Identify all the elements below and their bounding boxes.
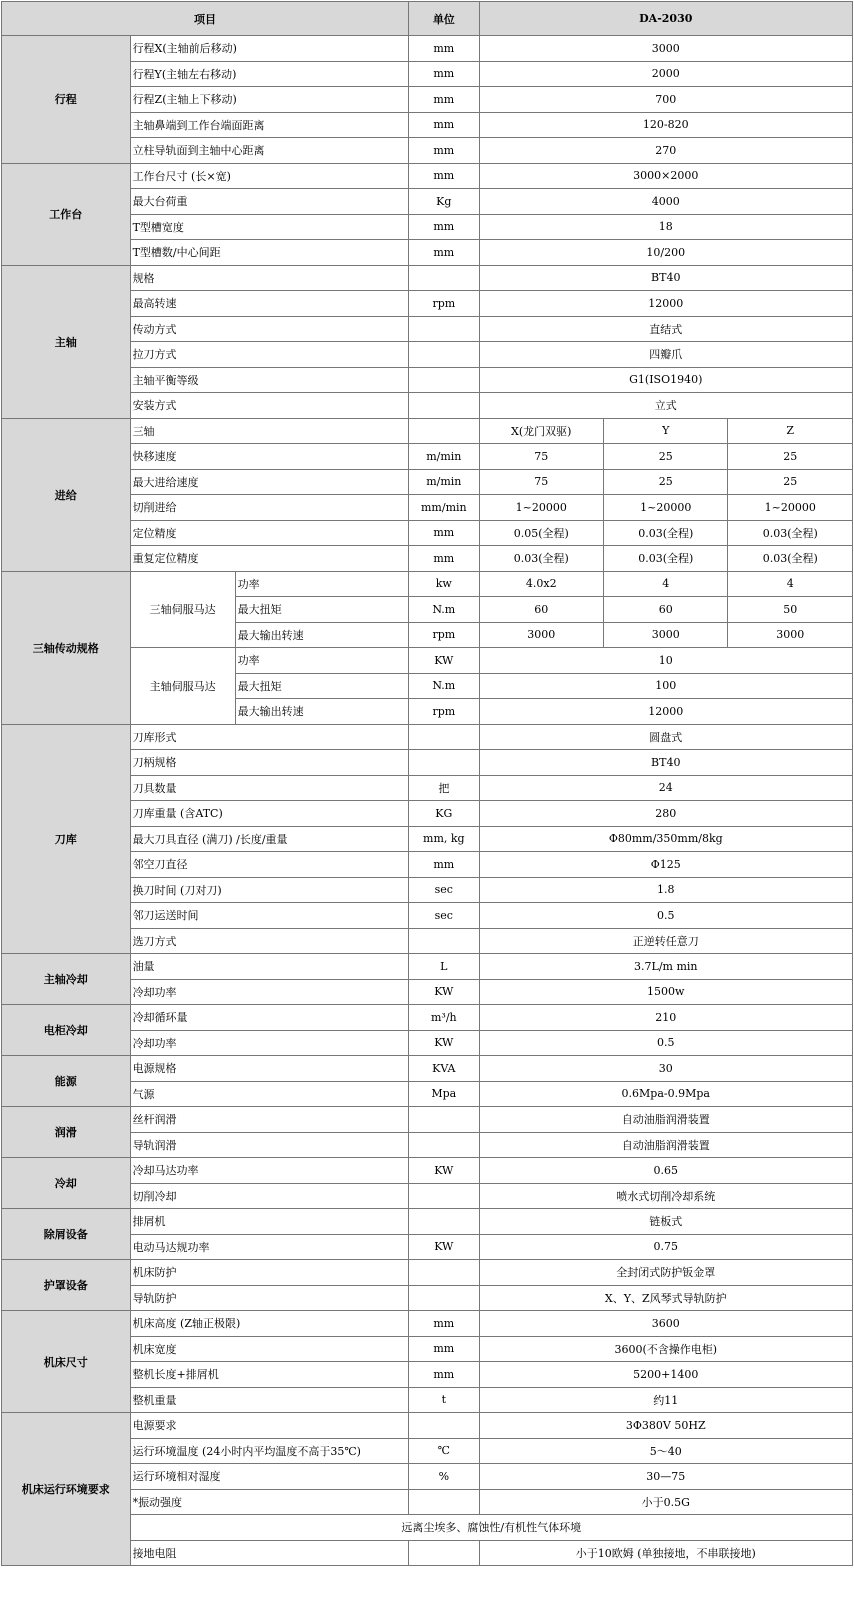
unit-cell: sec [409, 877, 479, 903]
item-label: 主轴平衡等级 [130, 367, 409, 393]
unit-cell: % [409, 1464, 479, 1490]
unit-cell [409, 393, 479, 419]
value-y-cell: 1~20000 [604, 495, 728, 521]
unit-cell: KW [409, 1030, 479, 1056]
value-cell: 立式 [479, 393, 852, 419]
value-cell: 280 [479, 801, 852, 827]
table-row [2, 1107, 853, 1133]
value-y-cell: 25 [604, 444, 728, 470]
value-cell: 210 [479, 1005, 852, 1031]
unit-cell: rpm [409, 699, 479, 725]
item-label: 快移速度 [130, 444, 409, 470]
value-x-cell: 0.03(全程) [479, 546, 603, 572]
item-label: 安装方式 [130, 393, 409, 419]
value-cell: Φ125 [479, 852, 852, 878]
value-cell: 喷水式切削冷却系统 [479, 1183, 852, 1209]
item-label: 最大扭矩 [235, 597, 408, 623]
header-row [2, 2, 853, 36]
value-cell: 4000 [479, 189, 852, 215]
table-row [2, 1056, 853, 1082]
value-cell: 3000×2000 [479, 163, 852, 189]
group-label-feed: 进给 [2, 418, 131, 571]
table-row [2, 648, 853, 674]
value-cell: BT40 [479, 265, 852, 291]
table-row [2, 1183, 853, 1209]
unit-cell: mm [409, 138, 479, 164]
value-y-cell: 0.03(全程) [604, 520, 728, 546]
unit-cell: ℃ [409, 1438, 479, 1464]
table-row [2, 1362, 853, 1388]
table-row [2, 1030, 853, 1056]
item-label: 接地电阻 [130, 1540, 409, 1566]
value-x-cell: 0.05(全程) [479, 520, 603, 546]
value-z-cell: 25 [728, 469, 853, 495]
value-cell: 3Φ380V 50HZ [479, 1413, 852, 1439]
value-cell: 10 [479, 648, 852, 674]
header-item: 项目 [2, 2, 409, 36]
table-row [2, 1209, 853, 1235]
table-row [2, 393, 853, 419]
unit-cell [409, 1183, 479, 1209]
table-row [2, 1158, 853, 1184]
unit-cell: N.m [409, 597, 479, 623]
unit-cell: KW [409, 1234, 479, 1260]
table-row [2, 520, 853, 546]
unit-cell: mm [409, 61, 479, 87]
table-row [2, 1438, 853, 1464]
value-z-cell: 0.03(全程) [728, 520, 853, 546]
item-label: 切削冷却 [130, 1183, 409, 1209]
value-x-cell: 75 [479, 444, 603, 470]
item-label: 行程Z(主轴上下移动) [130, 87, 409, 113]
table-row [2, 1311, 853, 1337]
value-cell: 24 [479, 775, 852, 801]
unit-cell: KW [409, 648, 479, 674]
item-label: 油量 [130, 954, 409, 980]
value-cell: 0.5 [479, 1030, 852, 1056]
value-x-cell: 1~20000 [479, 495, 603, 521]
value-cell: 正逆转任意刀 [479, 928, 852, 954]
table-row [2, 36, 853, 62]
value-cell: 自动油脂润滑装置 [479, 1132, 852, 1158]
unit-cell: mm [409, 240, 479, 266]
item-label: 电源规格 [130, 1056, 409, 1082]
table-row [2, 1081, 853, 1107]
item-label: 电源要求 [130, 1413, 409, 1439]
item-label: 功率 [235, 648, 408, 674]
item-label: 机床宽度 [130, 1336, 409, 1362]
value-cell: 0.6Mpa-0.9Mpa [479, 1081, 852, 1107]
value-y-cell: 25 [604, 469, 728, 495]
table-row [2, 1515, 853, 1541]
item-label: 最大刀具直径 (满刀) /长度/重量 [130, 826, 409, 852]
unit-cell: rpm [409, 291, 479, 317]
unit-cell [409, 1107, 479, 1133]
table-row [2, 444, 853, 470]
table-row [2, 265, 853, 291]
item-label: *振动强度 [130, 1489, 409, 1515]
item-label: 丝杆润滑 [130, 1107, 409, 1133]
item-label: 导轨润滑 [130, 1132, 409, 1158]
unit-cell: 把 [409, 775, 479, 801]
table-row [2, 1489, 853, 1515]
item-label: 行程X(主轴前后移动) [130, 36, 409, 62]
table-row [2, 1540, 853, 1566]
value-cell: 圆盘式 [479, 724, 852, 750]
unit-cell [409, 750, 479, 776]
table-row [2, 342, 853, 368]
table-row [2, 903, 853, 929]
unit-cell: mm [409, 1362, 479, 1388]
item-label: 刀库重量 (含ATC) [130, 801, 409, 827]
table-row [2, 877, 853, 903]
value-cell: 3000 [479, 36, 852, 62]
value-z-cell: Z [728, 418, 853, 444]
unit-cell: mm [409, 87, 479, 113]
table-row [2, 954, 853, 980]
environment-note: 远离尘埃多、腐蚀性/有机性气体环境 [130, 1515, 852, 1541]
unit-cell [409, 1209, 479, 1235]
value-cell: 5～40 [479, 1438, 852, 1464]
unit-cell: mm [409, 1336, 479, 1362]
unit-cell: sec [409, 903, 479, 929]
unit-cell: mm [409, 163, 479, 189]
value-cell: 30 [479, 1056, 852, 1082]
table-row [2, 750, 853, 776]
table-row [2, 214, 853, 240]
group-label-spindle: 主轴 [2, 265, 131, 418]
unit-cell: mm [409, 112, 479, 138]
unit-cell: Mpa [409, 1081, 479, 1107]
item-label: 电动马达规功率 [130, 1234, 409, 1260]
item-label: 气源 [130, 1081, 409, 1107]
group-label-drive: 三轴传动规格 [2, 571, 131, 724]
table-row [2, 418, 853, 444]
value-x-cell: 60 [479, 597, 603, 623]
table-row [2, 1413, 853, 1439]
table-row [2, 546, 853, 572]
table-row [2, 240, 853, 266]
group-label-dimensions: 机床尺寸 [2, 1311, 131, 1413]
item-label: 规格 [130, 265, 409, 291]
unit-cell: mm/min [409, 495, 479, 521]
table-row [2, 1336, 853, 1362]
table-row [2, 1234, 853, 1260]
unit-cell [409, 1260, 479, 1286]
value-y-cell: 4 [604, 571, 728, 597]
value-cell: 18 [479, 214, 852, 240]
spec-table [1, 1, 853, 1566]
value-y-cell: 3000 [604, 622, 728, 648]
value-cell: 直结式 [479, 316, 852, 342]
value-cell: 3600 [479, 1311, 852, 1337]
unit-cell: t [409, 1387, 479, 1413]
unit-cell [409, 367, 479, 393]
value-cell: 700 [479, 87, 852, 113]
table-row [2, 1464, 853, 1490]
value-cell: 约11 [479, 1387, 852, 1413]
unit-cell: mm [409, 214, 479, 240]
value-z-cell: 4 [728, 571, 853, 597]
unit-cell: KW [409, 1158, 479, 1184]
group-label-travel: 行程 [2, 36, 131, 164]
unit-cell [409, 724, 479, 750]
item-label: 最高转速 [130, 291, 409, 317]
value-cell: 全封闭式防护钣金罩 [479, 1260, 852, 1286]
item-label: 冷却马达功率 [130, 1158, 409, 1184]
value-cell: 12000 [479, 291, 852, 317]
group-label-guard: 护罩设备 [2, 1260, 131, 1311]
table-row [2, 826, 853, 852]
value-cell: 自动油脂润滑装置 [479, 1107, 852, 1133]
unit-cell: mm [409, 546, 479, 572]
unit-cell: L [409, 954, 479, 980]
table-row [2, 87, 853, 113]
table-row [2, 775, 853, 801]
value-z-cell: 1~20000 [728, 495, 853, 521]
value-cell: 3600(不含操作电柜) [479, 1336, 852, 1362]
unit-cell: KVA [409, 1056, 479, 1082]
table-row [2, 112, 853, 138]
item-label: 整机长度+排屑机 [130, 1362, 409, 1388]
unit-cell: KG [409, 801, 479, 827]
subgroup-label-spindle: 主轴伺服马达 [130, 648, 235, 725]
item-label: 最大输出转速 [235, 622, 408, 648]
unit-cell: rpm [409, 622, 479, 648]
item-label: 邻空刀直径 [130, 852, 409, 878]
value-cell: 0.5 [479, 903, 852, 929]
unit-cell [409, 1285, 479, 1311]
unit-cell: N.m [409, 673, 479, 699]
item-label: 最大扭矩 [235, 673, 408, 699]
table-row [2, 1260, 853, 1286]
item-label: 三轴 [130, 418, 409, 444]
unit-cell [409, 1540, 479, 1566]
item-label: 运行环境相对湿度 [130, 1464, 409, 1490]
table-row [2, 1005, 853, 1031]
group-label-cabinet_cooling: 电柜冷却 [2, 1005, 131, 1056]
value-cell: 100 [479, 673, 852, 699]
table-row [2, 571, 853, 597]
table-row [2, 852, 853, 878]
group-label-energy: 能源 [2, 1056, 131, 1107]
value-cell: 链板式 [479, 1209, 852, 1235]
item-label: 重复定位精度 [130, 546, 409, 572]
group-label-chip: 除屑设备 [2, 1209, 131, 1260]
unit-cell: kw [409, 571, 479, 597]
value-cell: 1500w [479, 979, 852, 1005]
value-cell: 30—75 [479, 1464, 852, 1490]
group-label-coolant: 冷却 [2, 1158, 131, 1209]
value-y-cell: 0.03(全程) [604, 546, 728, 572]
group-label-lube: 润滑 [2, 1107, 131, 1158]
value-x-cell: 75 [479, 469, 603, 495]
unit-cell: Kg [409, 189, 479, 215]
item-label: T型槽宽度 [130, 214, 409, 240]
table-row [2, 367, 853, 393]
value-cell: 10/200 [479, 240, 852, 266]
item-label: 机床防护 [130, 1260, 409, 1286]
table-row [2, 291, 853, 317]
item-label: 刀柄规格 [130, 750, 409, 776]
unit-cell: mm [409, 520, 479, 546]
item-label: 功率 [235, 571, 408, 597]
value-cell: G1(ISO1940) [479, 367, 852, 393]
group-label-table: 工作台 [2, 163, 131, 265]
item-label: 选刀方式 [130, 928, 409, 954]
item-label: 主轴鼻端到工作台端面距离 [130, 112, 409, 138]
item-label: 冷却循环量 [130, 1005, 409, 1031]
value-cell: 270 [479, 138, 852, 164]
unit-cell [409, 316, 479, 342]
table-row [2, 189, 853, 215]
table-row [2, 138, 853, 164]
table-row [2, 801, 853, 827]
value-cell: 1.8 [479, 877, 852, 903]
value-cell: 5200+1400 [479, 1362, 852, 1388]
value-cell: Φ80mm/350mm/8kg [479, 826, 852, 852]
unit-cell: mm [409, 852, 479, 878]
subgroup-label-servo: 三轴伺服马达 [130, 571, 235, 648]
value-cell: 120-820 [479, 112, 852, 138]
group-label-environment: 机床运行环境要求 [2, 1413, 131, 1566]
spec-body [2, 36, 853, 1566]
item-label: 传动方式 [130, 316, 409, 342]
table-row [2, 163, 853, 189]
value-cell: 2000 [479, 61, 852, 87]
item-label: 运行环境温度 (24小时内平均温度不高于35℃) [130, 1438, 409, 1464]
value-cell: 12000 [479, 699, 852, 725]
value-x-cell: X(龙门双驱) [479, 418, 603, 444]
table-row [2, 979, 853, 1005]
value-cell: 小于0.5G [479, 1489, 852, 1515]
item-label: 最大进给速度 [130, 469, 409, 495]
unit-cell: KW [409, 979, 479, 1005]
unit-cell: mm, kg [409, 826, 479, 852]
unit-cell [409, 418, 479, 444]
item-label: 切削进给 [130, 495, 409, 521]
item-label: 刀具数量 [130, 775, 409, 801]
unit-cell [409, 1132, 479, 1158]
group-label-spindle_cooling: 主轴冷却 [2, 954, 131, 1005]
unit-cell: m/min [409, 469, 479, 495]
value-x-cell: 3000 [479, 622, 603, 648]
table-row [2, 1387, 853, 1413]
item-label: 排屑机 [130, 1209, 409, 1235]
item-label: 导轨防护 [130, 1285, 409, 1311]
value-z-cell: 0.03(全程) [728, 546, 853, 572]
item-label: 冷却功率 [130, 1030, 409, 1056]
unit-cell: m³/h [409, 1005, 479, 1031]
value-cell: BT40 [479, 750, 852, 776]
item-label: 工作台尺寸 (长×宽) [130, 163, 409, 189]
header-model: DA-2030 [479, 2, 852, 36]
header-unit: 单位 [409, 2, 479, 36]
item-label: 拉刀方式 [130, 342, 409, 368]
item-label: 整机重量 [130, 1387, 409, 1413]
value-cell: 0.75 [479, 1234, 852, 1260]
table-row [2, 1132, 853, 1158]
table-row [2, 495, 853, 521]
table-row [2, 469, 853, 495]
table-row [2, 316, 853, 342]
value-cell: 小于10欧姆 (单独接地，不串联接地) [479, 1540, 852, 1566]
value-y-cell: 60 [604, 597, 728, 623]
table-row [2, 61, 853, 87]
unit-cell: mm [409, 36, 479, 62]
unit-cell: m/min [409, 444, 479, 470]
item-label: 冷却功率 [130, 979, 409, 1005]
item-label: T型槽数/中心间距 [130, 240, 409, 266]
value-z-cell: 3000 [728, 622, 853, 648]
item-label: 立柱导轨面到主轴中心距离 [130, 138, 409, 164]
item-label: 机床高度 (Z轴正极限) [130, 1311, 409, 1337]
item-label: 定位精度 [130, 520, 409, 546]
value-cell: 四瓣爪 [479, 342, 852, 368]
item-label: 行程Y(主轴左右移动) [130, 61, 409, 87]
item-label: 换刀时间 (刀对刀) [130, 877, 409, 903]
unit-cell [409, 1413, 479, 1439]
table-row [2, 724, 853, 750]
unit-cell [409, 265, 479, 291]
value-cell: X、Y、Z风琴式导轨防护 [479, 1285, 852, 1311]
item-label: 最大输出转速 [235, 699, 408, 725]
value-x-cell: 4.0x2 [479, 571, 603, 597]
unit-cell [409, 1489, 479, 1515]
item-label: 邻刀运送时间 [130, 903, 409, 929]
value-z-cell: 50 [728, 597, 853, 623]
item-label: 刀库形式 [130, 724, 409, 750]
unit-cell [409, 342, 479, 368]
table-row [2, 1285, 853, 1311]
value-y-cell: Y [604, 418, 728, 444]
unit-cell: mm [409, 1311, 479, 1337]
value-z-cell: 25 [728, 444, 853, 470]
table-row [2, 928, 853, 954]
item-label: 最大台荷重 [130, 189, 409, 215]
value-cell: 3.7L/m min [479, 954, 852, 980]
unit-cell [409, 928, 479, 954]
value-cell: 0.65 [479, 1158, 852, 1184]
group-label-magazine: 刀库 [2, 724, 131, 954]
